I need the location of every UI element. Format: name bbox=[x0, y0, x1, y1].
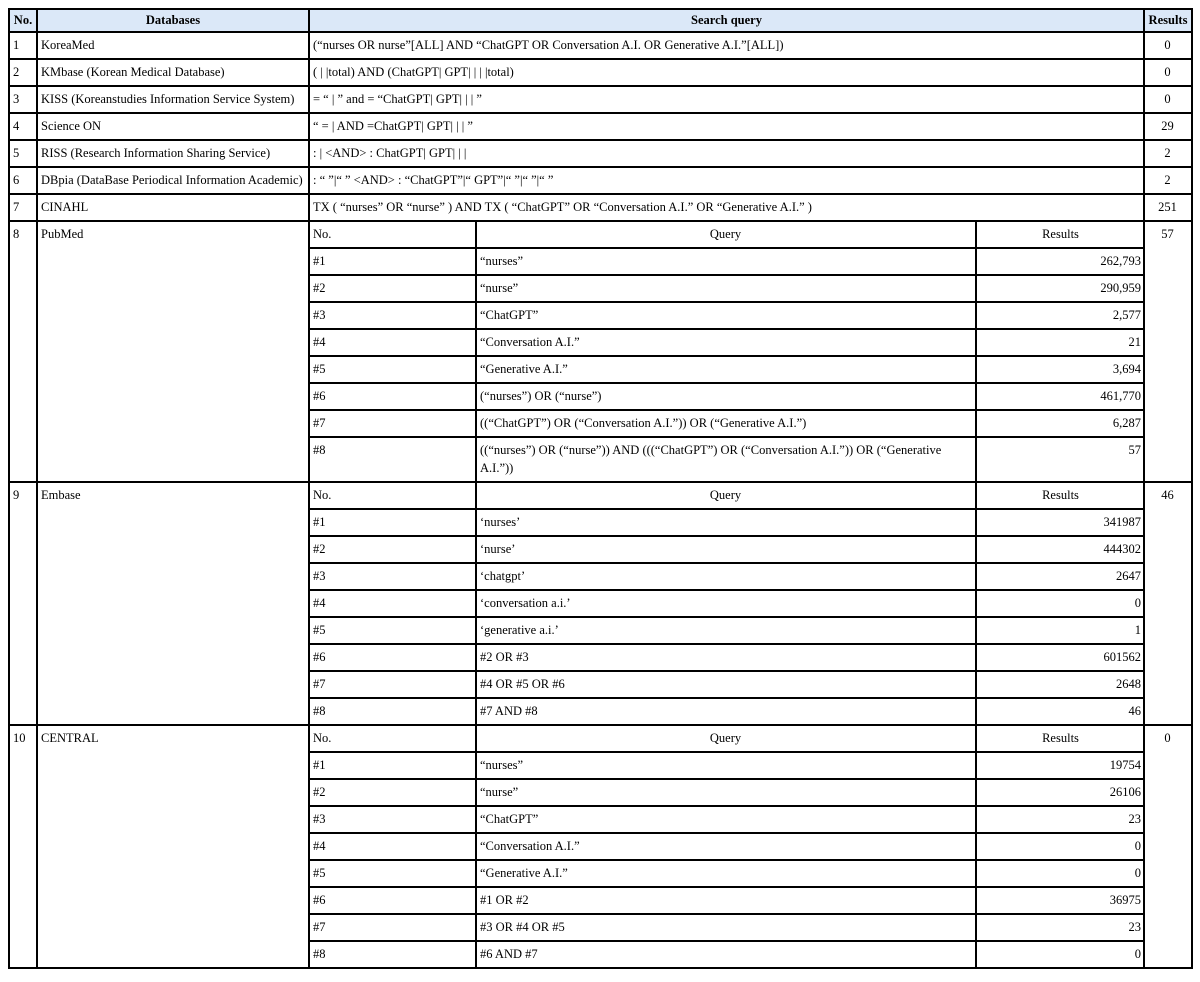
step-results: 341987 bbox=[976, 509, 1145, 536]
row-number: 10 bbox=[9, 725, 37, 968]
step-results: 2647 bbox=[976, 563, 1145, 590]
step-query: “Generative A.I.” bbox=[476, 356, 976, 383]
table-row bbox=[9, 59, 1192, 86]
step-results: 601562 bbox=[976, 644, 1145, 671]
search-query: TX ( “nurses” OR “nurse” ) AND TX ( “ChatGPT” OR “Conversation A.I.” OR “Generative A.I.” ) bbox=[309, 194, 1144, 221]
search-query: : | <AND> : ChatGPT| GPT| | | bbox=[309, 140, 1144, 167]
step-number: #2 bbox=[310, 536, 476, 563]
table-row bbox=[9, 140, 1192, 167]
step-results: 26106 bbox=[976, 779, 1145, 806]
query-step-row bbox=[310, 248, 1145, 275]
step-number: #5 bbox=[310, 860, 476, 887]
result-count: 0 bbox=[1144, 32, 1192, 59]
search-strategy-table bbox=[8, 8, 1193, 969]
central-query-steps-cell bbox=[309, 725, 1144, 968]
result-count: 0 bbox=[1144, 86, 1192, 113]
row-number: 4 bbox=[9, 113, 37, 140]
step-number: #3 bbox=[310, 806, 476, 833]
query-step-row bbox=[310, 833, 1145, 860]
step-results: 1 bbox=[976, 617, 1145, 644]
sub-header-row bbox=[310, 483, 1145, 509]
row-number: 6 bbox=[9, 167, 37, 194]
step-number: #1 bbox=[310, 248, 476, 275]
query-step-row bbox=[310, 275, 1145, 302]
step-results: 23 bbox=[976, 914, 1145, 941]
step-query: ‘conversation a.i.’ bbox=[476, 590, 976, 617]
query-step-row bbox=[310, 383, 1145, 410]
step-query: “Generative A.I.” bbox=[476, 860, 976, 887]
step-number: #5 bbox=[310, 617, 476, 644]
table-row bbox=[9, 113, 1192, 140]
sub-header-query: Query bbox=[476, 483, 976, 509]
step-number: #4 bbox=[310, 329, 476, 356]
search-query: “ = | AND =ChatGPT| GPT| | | ” bbox=[309, 113, 1144, 140]
step-query: “nurses” bbox=[476, 752, 976, 779]
sub-header-no: No. bbox=[313, 731, 332, 745]
sub-header-results: Results bbox=[976, 222, 1145, 248]
table-row bbox=[9, 32, 1192, 59]
pubmed-query-steps-cell bbox=[309, 221, 1144, 482]
step-results: 3,694 bbox=[976, 356, 1145, 383]
step-results: 36975 bbox=[976, 887, 1145, 914]
query-step-row bbox=[310, 302, 1145, 329]
database-name: DBpia (DataBase Periodical Information Academic) bbox=[37, 167, 309, 194]
database-name: Embase bbox=[37, 482, 309, 725]
query-step-row bbox=[310, 887, 1145, 914]
step-query: “Conversation A.I.” bbox=[476, 833, 976, 860]
step-number: #8 bbox=[310, 698, 476, 724]
result-count: 0 bbox=[1144, 59, 1192, 86]
query-step-row bbox=[310, 356, 1145, 383]
step-results: 0 bbox=[976, 941, 1145, 967]
query-step-row bbox=[310, 536, 1145, 563]
sub-header-results: Results bbox=[976, 483, 1145, 509]
query-step-row bbox=[310, 437, 1145, 481]
step-number: #7 bbox=[310, 914, 476, 941]
step-results: 0 bbox=[976, 860, 1145, 887]
row-number: 7 bbox=[9, 194, 37, 221]
result-count: 57 bbox=[1144, 221, 1192, 482]
table-row bbox=[9, 194, 1192, 221]
sub-header-query: Query bbox=[476, 726, 976, 752]
header-results: Results bbox=[1144, 9, 1192, 32]
query-step-row bbox=[310, 698, 1145, 724]
header-search-query: Search query bbox=[309, 9, 1144, 32]
step-number: #4 bbox=[310, 833, 476, 860]
query-step-row bbox=[310, 329, 1145, 356]
query-step-row bbox=[310, 914, 1145, 941]
step-number: #5 bbox=[310, 356, 476, 383]
result-count: 2 bbox=[1144, 140, 1192, 167]
table-row-embase bbox=[9, 482, 1192, 725]
step-query: #1 OR #2 bbox=[476, 887, 976, 914]
step-number: #4 bbox=[310, 590, 476, 617]
query-step-row bbox=[310, 941, 1145, 967]
step-results: 2,577 bbox=[976, 302, 1145, 329]
result-count: 251 bbox=[1144, 194, 1192, 221]
step-number: #7 bbox=[310, 410, 476, 437]
table-row-central bbox=[9, 725, 1192, 968]
query-step-row bbox=[310, 860, 1145, 887]
step-query: #6 AND #7 bbox=[476, 941, 976, 967]
step-results: 19754 bbox=[976, 752, 1145, 779]
step-results: 0 bbox=[976, 590, 1145, 617]
step-query: #3 OR #4 OR #5 bbox=[476, 914, 976, 941]
database-name: RISS (Research Information Sharing Service) bbox=[37, 140, 309, 167]
pubmed-query-steps-table bbox=[310, 222, 1145, 481]
step-number: #2 bbox=[310, 779, 476, 806]
query-step-row bbox=[310, 509, 1145, 536]
step-results: 2648 bbox=[976, 671, 1145, 698]
step-results: 262,793 bbox=[976, 248, 1145, 275]
step-results: 461,770 bbox=[976, 383, 1145, 410]
step-query: ‘generative a.i.’ bbox=[476, 617, 976, 644]
sub-header-row bbox=[310, 726, 1145, 752]
step-number: #6 bbox=[310, 644, 476, 671]
step-query: (“nurses”) OR (“nurse”) bbox=[476, 383, 976, 410]
search-query: (“nurses OR nurse”[ALL] AND “ChatGPT OR Conversation A.I. OR Generative A.I.”[ALL]) bbox=[309, 32, 1144, 59]
step-number: #3 bbox=[310, 302, 476, 329]
step-results: 290,959 bbox=[976, 275, 1145, 302]
step-results: 23 bbox=[976, 806, 1145, 833]
header-no: No. bbox=[9, 9, 37, 32]
database-name: CINAHL bbox=[37, 194, 309, 221]
sub-header-no: No. bbox=[313, 227, 332, 241]
step-query: “ChatGPT” bbox=[476, 302, 976, 329]
table-row-pubmed bbox=[9, 221, 1192, 482]
step-query: ((“ChatGPT”) OR (“Conversation A.I.”)) OR (“Generative A.I.”) bbox=[476, 410, 976, 437]
query-step-row bbox=[310, 806, 1145, 833]
table-body bbox=[9, 32, 1192, 968]
sub-header-no: No. bbox=[313, 488, 332, 502]
sub-header-row bbox=[310, 222, 1145, 248]
query-step-row bbox=[310, 671, 1145, 698]
query-step-row bbox=[310, 590, 1145, 617]
sub-header-query: Query bbox=[476, 222, 976, 248]
step-query: #4 OR #5 OR #6 bbox=[476, 671, 976, 698]
step-number: #7 bbox=[310, 671, 476, 698]
step-results: 57 bbox=[976, 437, 1145, 481]
row-number: 5 bbox=[9, 140, 37, 167]
result-count: 0 bbox=[1144, 725, 1192, 968]
step-number: #6 bbox=[310, 887, 476, 914]
row-number: 8 bbox=[9, 221, 37, 482]
step-number: #8 bbox=[310, 437, 476, 481]
result-count: 46 bbox=[1144, 482, 1192, 725]
step-query: “Conversation A.I.” bbox=[476, 329, 976, 356]
row-number: 1 bbox=[9, 32, 37, 59]
step-query: ((“nurses”) OR (“nurse”)) AND (((“ChatGPT”) OR (“Conversation A.I.”)) OR (“Generative A.I.”)) bbox=[476, 437, 976, 481]
result-count: 29 bbox=[1144, 113, 1192, 140]
step-results: 21 bbox=[976, 329, 1145, 356]
search-query: = “ | ” and = “ChatGPT| GPT| | | ” bbox=[309, 86, 1144, 113]
query-step-row bbox=[310, 563, 1145, 590]
row-number: 3 bbox=[9, 86, 37, 113]
row-number: 9 bbox=[9, 482, 37, 725]
step-query: “nurse” bbox=[476, 275, 976, 302]
query-step-row bbox=[310, 410, 1145, 437]
table-header-row bbox=[9, 9, 1192, 32]
step-query: ‘chatgpt’ bbox=[476, 563, 976, 590]
sub-header-results: Results bbox=[976, 726, 1145, 752]
step-number: #6 bbox=[310, 383, 476, 410]
embase-query-steps-cell bbox=[309, 482, 1144, 725]
database-name: KoreaMed bbox=[37, 32, 309, 59]
result-count: 2 bbox=[1144, 167, 1192, 194]
step-results: 444302 bbox=[976, 536, 1145, 563]
step-query: ‘nurse’ bbox=[476, 536, 976, 563]
query-step-row bbox=[310, 617, 1145, 644]
step-query: “ChatGPT” bbox=[476, 806, 976, 833]
step-number: #2 bbox=[310, 275, 476, 302]
table-row bbox=[9, 167, 1192, 194]
step-number: #3 bbox=[310, 563, 476, 590]
header-databases: Databases bbox=[37, 9, 309, 32]
database-name: KMbase (Korean Medical Database) bbox=[37, 59, 309, 86]
embase-query-steps-table bbox=[310, 483, 1145, 724]
database-name: Science ON bbox=[37, 113, 309, 140]
search-query: : “ ”|“ ” <AND> : “ChatGPT”|“ GPT”|“ ”|“ ”|“ ” bbox=[309, 167, 1144, 194]
step-query: ‘nurses’ bbox=[476, 509, 976, 536]
search-query: ( | |total) AND (ChatGPT| GPT| | | |total) bbox=[309, 59, 1144, 86]
table-row bbox=[9, 86, 1192, 113]
step-query: “nurses” bbox=[476, 248, 976, 275]
query-step-row bbox=[310, 779, 1145, 806]
step-number: #1 bbox=[310, 752, 476, 779]
query-step-row bbox=[310, 752, 1145, 779]
step-query: “nurse” bbox=[476, 779, 976, 806]
step-results: 6,287 bbox=[976, 410, 1145, 437]
step-results: 46 bbox=[976, 698, 1145, 724]
search-strategy-table-container bbox=[8, 8, 1193, 969]
step-query: #7 AND #8 bbox=[476, 698, 976, 724]
step-number: #8 bbox=[310, 941, 476, 967]
step-query: #2 OR #3 bbox=[476, 644, 976, 671]
query-step-row bbox=[310, 644, 1145, 671]
database-name: CENTRAL bbox=[37, 725, 309, 968]
database-name: PubMed bbox=[37, 221, 309, 482]
database-name: KISS (Koreanstudies Information Service System) bbox=[37, 86, 309, 113]
step-results: 0 bbox=[976, 833, 1145, 860]
step-number: #1 bbox=[310, 509, 476, 536]
row-number: 2 bbox=[9, 59, 37, 86]
central-query-steps-table bbox=[310, 726, 1145, 967]
